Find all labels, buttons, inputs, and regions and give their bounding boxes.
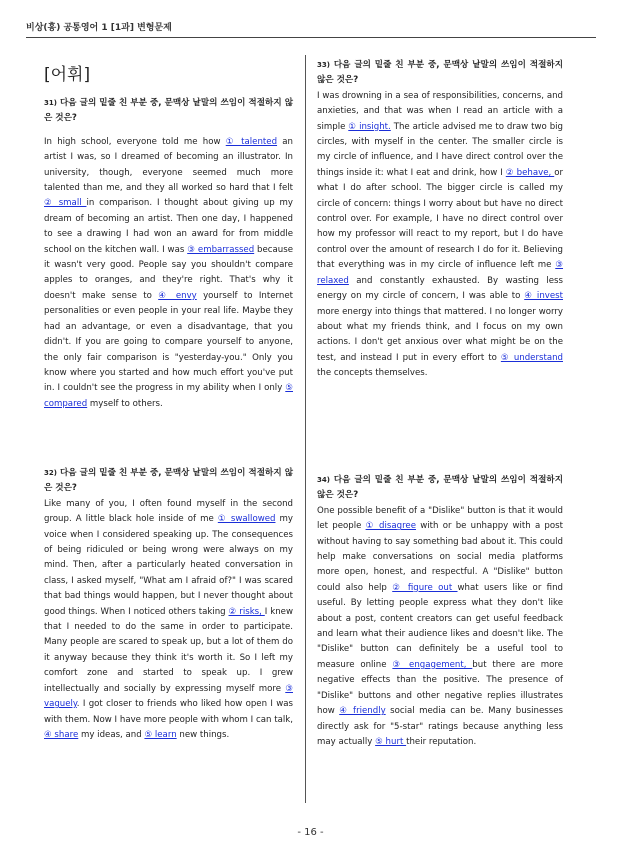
question-passage bbox=[317, 89, 563, 382]
vocab-heading: [어휘] bbox=[44, 65, 91, 85]
underlined-choice: ③ relaxed bbox=[317, 260, 563, 286]
passage-text: I knew that I needed to do the same in order to participate. Many people are scared to speak up, but a lot of them do it anyway because they think it's worth it. So I left my comfort zone and started to speak up. I grew intellectually and socially by expressing myself more bbox=[44, 606, 293, 694]
question-number: 33) bbox=[317, 61, 330, 69]
passage-text: new things. bbox=[176, 729, 230, 740]
underlined-choice: ⑤ learn bbox=[144, 729, 177, 740]
page-number: - 16 - bbox=[297, 827, 324, 838]
question-passage bbox=[44, 497, 293, 744]
passage-text: The article advised me to draw two big circles, with myself in the center. The smaller circle is my circle of influence, and I have direct control over the things inside it: what I eat and drink, how I bbox=[317, 121, 563, 178]
question-prompt: 32) 다음 글의 밑줄 친 부분 중, 문맥상 낱말의 쓰임이 적절하지 않은 것은? bbox=[44, 468, 293, 494]
underlined-choice: ② small bbox=[44, 198, 87, 209]
passage-text: and constantly exhausted. By wasting less energy on my circle of concern, I was able to bbox=[317, 275, 563, 302]
underlined-choice: ⑤ compared bbox=[44, 383, 293, 409]
passage-text: their reputation. bbox=[406, 736, 477, 747]
passage-text: yourself to Internet personalities or even people in your real life. Maybe they had an advantage, or even a disadvantage, that you didn't. If you are going to compare yourself to anyone, the only fair comparison is "yesterday-you." Only you know where you started and how much effort you've put in. I couldn't see the progress in my ability when I only bbox=[44, 290, 294, 394]
underlined-choice: ② behave, bbox=[505, 167, 555, 178]
question-34 bbox=[317, 473, 563, 750]
passage-text: . I got closer to friends who liked how open I was with them. Now I have more people with whom I can talk, bbox=[44, 699, 293, 725]
header-divider bbox=[26, 37, 596, 38]
underlined-choice: ② figure out bbox=[392, 582, 458, 593]
passage-text: but there are more negative effects than the positive. The presence of "Dislike" buttons and other negative replies illustrates how bbox=[317, 659, 563, 717]
question-number: 31) bbox=[44, 99, 57, 107]
question-prompt: 31) 다음 글의 밑줄 친 부분 중, 문맥상 낱말의 쓰임이 적절하지 않은 것은? bbox=[44, 98, 293, 124]
underlined-choice: ④ invest bbox=[524, 291, 563, 302]
underlined-choice: ⑤ hurt bbox=[375, 736, 407, 747]
passage-text: with or be unhappy with a post without having to say something bad about it. This could help make conversations on social media platforms more open, honest, and respectful. A "Dislike" button could also help bbox=[317, 521, 563, 593]
underlined-choice: ① insight. bbox=[348, 121, 391, 132]
question-number: 32) bbox=[44, 469, 57, 477]
underlined-choice: ③ embarrassed bbox=[187, 244, 255, 255]
underlined-choice: ③ engagement, bbox=[392, 659, 473, 670]
underlined-choice: ① swallowed bbox=[217, 514, 276, 525]
passage-text: Like many of you, I often found myself in the second group. A little black hole inside of me bbox=[44, 498, 293, 525]
underlined-choice: ① talented bbox=[225, 136, 278, 147]
underlined-choice: ④ share bbox=[44, 729, 79, 740]
question-passage bbox=[44, 135, 293, 412]
passage-text: social media can be. Many businesses directly ask for "5-star" ratings because anything less may actually bbox=[317, 706, 563, 747]
question-prompt: 34) 다음 글의 밑줄 친 부분 중, 문맥상 낱말의 쓰임이 적절하지 않은 것은? bbox=[317, 475, 563, 501]
underlined-choice: ④ friendly bbox=[339, 706, 386, 717]
passage-text: the concepts themselves. bbox=[317, 368, 428, 379]
passage-text: in comparison. I thought about giving up my dream of becoming an artist. Then one day, I happened to see a drawing I had won an award for from middle school on the kitchen wall. I was bbox=[44, 198, 293, 255]
underlined-choice: ⑤ understand bbox=[500, 352, 563, 363]
question-33 bbox=[317, 58, 563, 382]
passage-text: more energy into things that mattered. I no longer worry about what my friends think, and I focus on my own actions. I don't get anxious over what might be on the test, and instead I put in every effort to bbox=[317, 306, 563, 363]
question-32 bbox=[44, 466, 293, 743]
underlined-choice: ④ envy bbox=[158, 290, 197, 301]
passage-text: my ideas, and bbox=[78, 729, 145, 740]
underlined-choice: ① disagree bbox=[365, 521, 417, 532]
underlined-choice: ② risks, bbox=[228, 606, 265, 617]
passage-text: what users like or find useful. By letting people express what they don't like about a post, content creators can get useful feedback and learn what their audience likes and doesn't like. The "Dislike" button can definitely be a useful tool to measure online bbox=[317, 582, 563, 670]
passage-text: because it wasn't very good. People say you shouldn't compare apples to oranges, and they're right. That's why it doesn't make sense to bbox=[44, 244, 294, 301]
passage-text: my voice when I considered speaking up. The consequences of being ridiculed or being wrong were always on my mind. Then, after a particularly heated conversation in class, I asked myself, "What am I afraid of?" I was scared that bad things would happen, but I never thought about good things. When I noticed others taking bbox=[44, 514, 294, 617]
underlined-choice: ③ vaguely bbox=[44, 683, 293, 710]
passage-text: an artist I was, so I dreamed of becoming an illustrator. In university, though, everyone seemed much more talented than me, and they all worked so hard that I felt bbox=[44, 136, 293, 194]
question-31 bbox=[44, 96, 293, 412]
column-divider bbox=[305, 55, 306, 803]
passage-text: I was drowning in a sea of responsibilities, concerns, and anxieties, and that was when I read an article with a simple bbox=[317, 90, 563, 132]
passage-text: myself to others. bbox=[87, 398, 163, 409]
passage-text: In high school, everyone told me how bbox=[44, 136, 226, 147]
passage-text: One possible benefit of a "Dislike" button is that it would let people bbox=[317, 505, 563, 532]
question-prompt: 33) 다음 글의 밑줄 친 부분 중, 문맥상 낱말의 쓰임이 적절하지 않은 것은? bbox=[317, 60, 563, 86]
passage-text: or what I do after school. The bigger circle is called my circle of concern: things I worry about but have no direct control over. For example, I have no direct control over how my professor will react to my report, but I do have control over the amount of research I do for it. Believing that everything was in my circle of influence left me bbox=[317, 167, 563, 271]
document-header: 비상(홍) 공통영어 1 [1과] 변형문제 bbox=[26, 23, 172, 33]
question-number: 34) bbox=[317, 476, 330, 484]
question-passage bbox=[317, 504, 563, 751]
